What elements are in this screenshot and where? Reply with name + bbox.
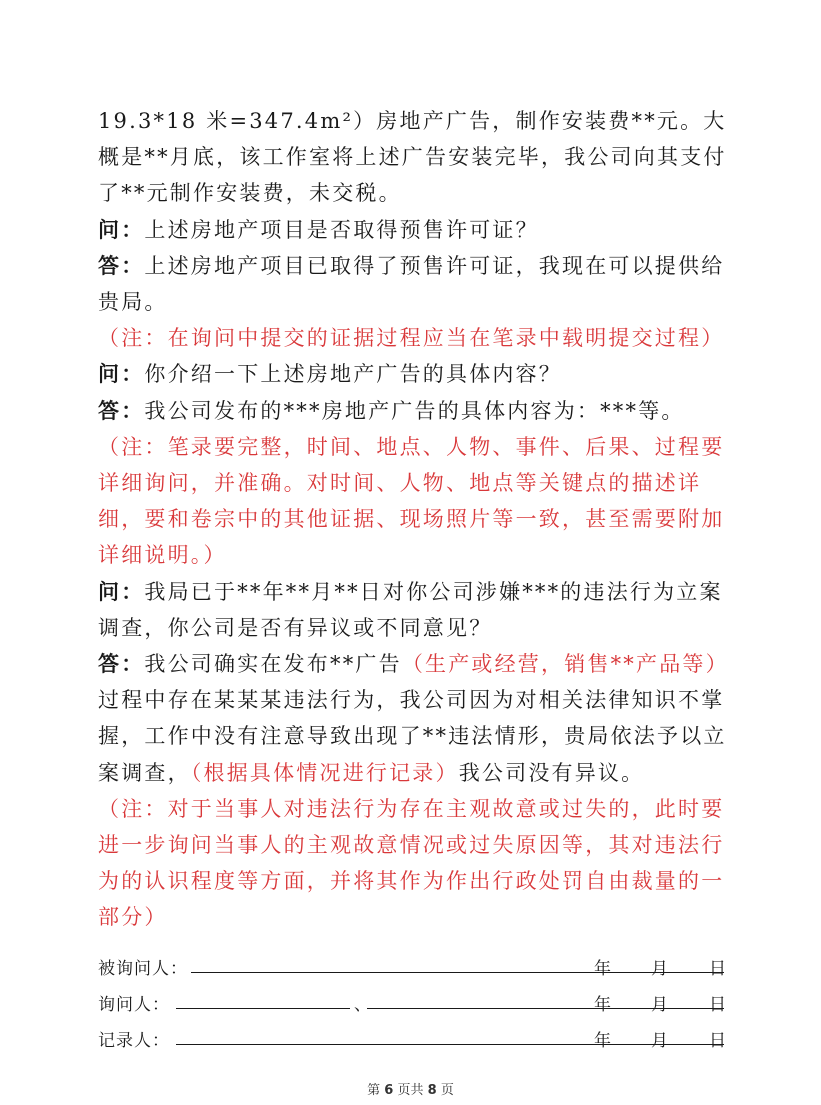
month-label: 月: [651, 1031, 668, 1051]
signature-row-interviewee: [98, 948, 738, 984]
question-label: 问：: [98, 217, 145, 242]
question-label: 问：: [98, 362, 145, 387]
answer-label: 答：: [98, 253, 145, 278]
signature-row-recorder: [98, 1020, 738, 1056]
day-label: 日: [709, 959, 726, 979]
page-footer: [0, 1079, 821, 1098]
answer-3-text-2: 过程中存在某某某违法行为，我公司因为对相关法律知识不掌握，工作中没有注意导致出现了**违法情形，贵局依法予以立案调查，: [98, 688, 727, 785]
question-1-text: 上述房地产项目是否取得预售许可证？: [144, 217, 539, 242]
month-label: 月: [651, 959, 668, 979]
footer-suffix: 页: [440, 1083, 454, 1098]
question-label: 问：: [98, 579, 145, 604]
interviewee-label: 被询问人：: [98, 959, 188, 979]
answer-1-text: 上述房地产项目已取得了预售许可证，我现在可以提供给贵局。: [98, 253, 725, 315]
recorder-signature-line[interactable]: [176, 1044, 724, 1045]
interviewer-signature-line-2[interactable]: [367, 1008, 724, 1009]
transcript-body: [98, 103, 738, 936]
month-label: 月: [651, 995, 668, 1015]
answer-label: 答：: [98, 398, 145, 423]
answer-3-text-1: 我公司确实在发布**广告: [144, 652, 402, 677]
signature-block: [98, 948, 738, 1056]
answer-1: [98, 248, 738, 320]
interviewer-label: 询问人：: [98, 995, 170, 1015]
footer-total-pages: 8: [427, 1083, 437, 1098]
question-2-text: 你介绍一下上述房地产广告的具体内容？: [144, 362, 563, 387]
year-label: 年: [594, 1031, 611, 1051]
question-3-text: 我局已于**年**月**日对你公司涉嫌***的违法行为立案调查，你公司是否有异议或不同意见？: [98, 579, 723, 640]
interviewer-signature-line-1[interactable]: [176, 1008, 350, 1009]
answer-label: 答：: [98, 652, 145, 677]
note-3: （注：对于当事人对违法行为存在主观故意或过失的，此时要进一步询问当事人的主观故意情况或过失原因等，其对违法行为的认识程度等方面，并将其作为作出行政处罚自由裁量的一部分）: [98, 796, 725, 930]
answer-3: [98, 646, 738, 791]
signature-row-interviewer: [98, 984, 738, 1020]
footer-middle: 页共: [397, 1083, 424, 1098]
note-1: （注：在询问中提交的证据过程应当在笔录中载明提交过程）: [98, 326, 725, 351]
question-2: [98, 356, 738, 392]
footer-current-page: 6: [384, 1083, 394, 1098]
footer-prefix: 第: [367, 1083, 381, 1098]
day-label: 日: [709, 1031, 726, 1051]
question-3: [98, 574, 738, 646]
answer-2: [98, 393, 738, 429]
year-label: 年: [594, 995, 611, 1015]
recorder-label: 记录人：: [98, 1031, 170, 1051]
paragraph-continuation: 19.3*18 米=347.4m²）房地产广告，制作安装费**元。大概是**月底，该工作室将上述广告安装完毕，我公司向其支付了**元制作安装费，未交税。: [98, 109, 727, 206]
answer-3-red-1: （生产或经营，销售**产品等）: [401, 652, 729, 677]
interviewer-separator: 、: [354, 995, 371, 1015]
year-label: 年: [594, 959, 611, 979]
answer-3-text-3: 我公司没有异议。: [458, 760, 645, 785]
day-label: 日: [709, 995, 726, 1015]
interviewee-signature-line[interactable]: [191, 972, 724, 973]
answer-2-text: 我公司发布的***房地产广告的具体内容为：***等。: [144, 398, 685, 423]
answer-3-red-2: （根据具体情况进行记录）: [190, 760, 459, 785]
note-2: （注：笔录要完整，时间、地点、人物、事件、后果、过程要详细询问，并准确。对时间、人物、地点等关键点的描述详细，要和卷宗中的其他证据、现场照片等一致，甚至需要附加详细说明。）: [98, 434, 725, 568]
question-1: [98, 212, 738, 248]
